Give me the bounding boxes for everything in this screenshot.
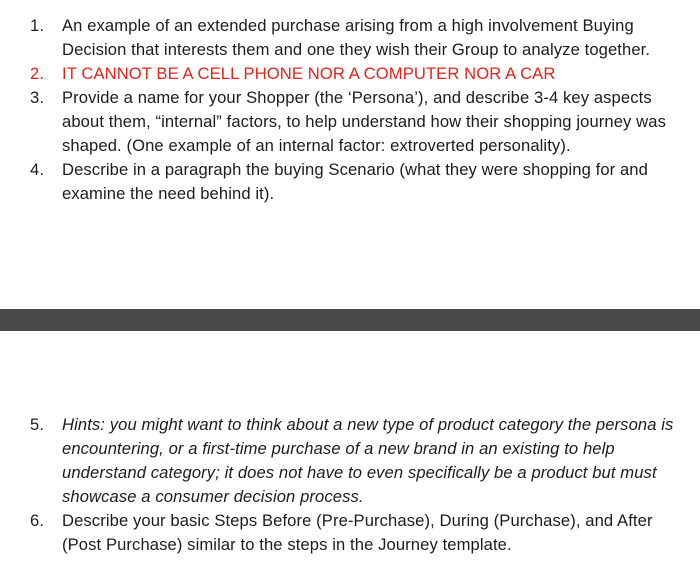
list-item-4: [0, 158, 700, 206]
list-item-3: [0, 86, 700, 158]
list-item-text: IT CANNOT BE A CELL PHONE NOR A COMPUTER NOR A CAR: [62, 64, 556, 83]
list-number: 6.: [30, 511, 45, 530]
list-item-2: [0, 62, 700, 86]
instructions-list-top: [0, 14, 700, 206]
list-item-1: [0, 14, 700, 62]
list-number: 3.: [30, 88, 45, 107]
list-item-5: [0, 413, 700, 509]
list-item-text: Describe your basic Steps Before (Pre-Purchase), During (Purchase), and After (Post Purchase) similar to the steps in the Journey template.: [62, 511, 653, 554]
instructions-list-bottom: [0, 413, 700, 557]
list-number: 2.: [30, 64, 45, 83]
list-number: 5.: [30, 415, 45, 434]
list-item-text: Describe in a paragraph the buying Scenario (what they were shopping for and examine the need behind it).: [62, 160, 648, 203]
list-item-text: Provide a name for your Shopper (the ‘Persona’), and describe 3-4 key aspects about them, “internal” factors, to help understand how their shopping journey was shaped. (One example of an internal factor: extroverted personality).: [62, 88, 666, 155]
list-number: 4.: [30, 160, 45, 179]
list-item-text: Hints: you might want to think about a new type of product category the persona is encountering, or a first-time purchase of a new brand in an existing to help understand category; it does not have to even specifically be a product but must showcase a consumer decision process.: [62, 415, 674, 506]
list-item-text: An example of an extended purchase arising from a high involvement Buying Decision that interests them and one they wish their Group to analyze together.: [62, 16, 651, 59]
list-item-6: [0, 509, 700, 557]
section-divider-bar: [0, 309, 700, 331]
list-number: 1.: [30, 16, 45, 35]
